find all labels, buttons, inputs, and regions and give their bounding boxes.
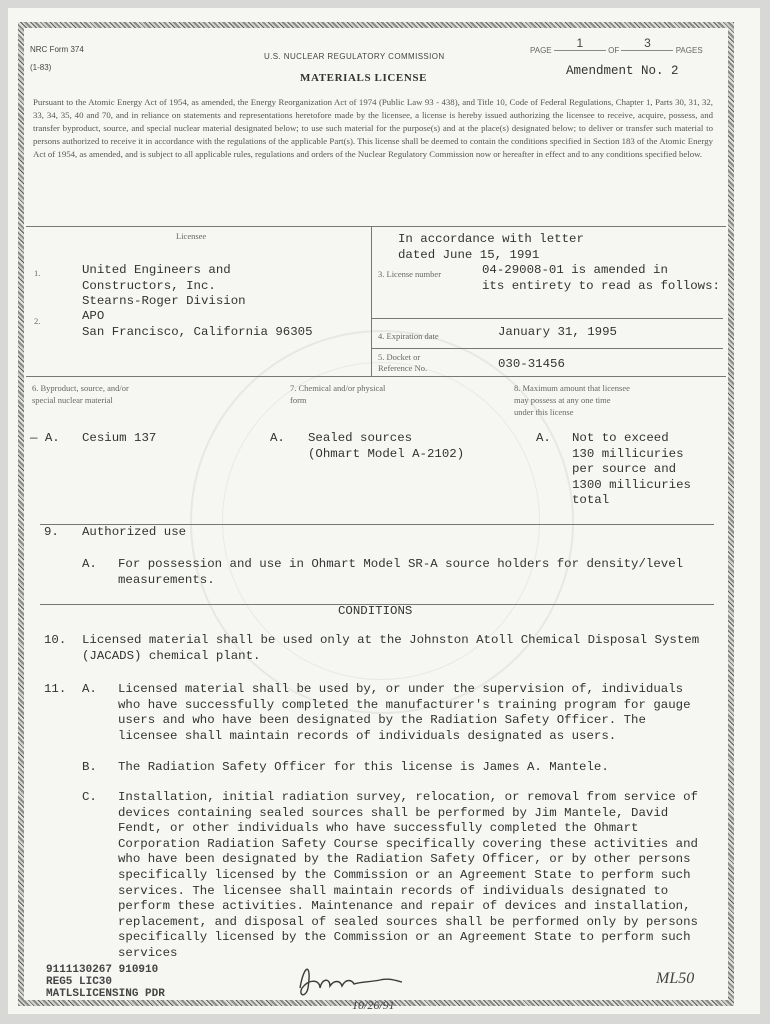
licensee-header: Licensee <box>176 231 207 241</box>
divider <box>26 376 726 377</box>
divider <box>371 226 372 376</box>
form-id: NRC Form 374 <box>30 45 84 54</box>
handwritten-date: 10/26/91 <box>352 998 395 1012</box>
amendment-number: Amendment No. 2 <box>566 64 679 78</box>
item-letter: A. <box>44 431 60 445</box>
docket-value: 030-31456 <box>498 357 565 371</box>
max-amount-value: Not to exceed 130 millicuries per source and 1300 millicuries total <box>572 431 691 508</box>
item-marker: A. <box>536 431 551 445</box>
license-preamble: Pursuant to the Atomic Energy Act of 1954, as amended, the Energy Reorganization Act of 1974 (Public Law 93 - 438), and Title 10, Code of Federal Regulations, Chapter 1, Parts 30, 31, 32, 33, 34, 35, 40 and 70, and in reliance on statements and representations heretofore made by the licensee, a license is hereby issued authorizing the licensee to receive, acquire, possess, and transfer byproduct, source, and special nuclear material designated below; to use such material for the purpose(s) and at the place(s) designated below; to deliver or transfer such material to persons authorized to receive it in accordance with the regulations of the applicable Part(s). This license shall be deemed to contain the conditions specified in Section 183 of the Atomic Energy Act of 1954, as amended, and is subject to all applicable rules, regulations and orders of the Nuclear Regulatory Commission now or hereafter in effect and to any conditions specified below. <box>33 97 713 159</box>
agency-name: U.S. NUCLEAR REGULATORY COMMISSION <box>264 52 445 61</box>
license-number-label: 3. License number <box>378 269 442 279</box>
page-label: PAGE <box>530 46 552 55</box>
license-number-value: 04-29008-01 is amended in its entirety to read as follows: <box>482 263 720 293</box>
item-marker: A. <box>82 682 97 696</box>
pages-label: PAGES <box>675 46 703 55</box>
authorized-use-text: For possession and use in Ohmart Model SR-A source holders for density/level measurements. <box>118 557 684 587</box>
divider <box>26 226 726 227</box>
item-marker: C. <box>82 790 97 804</box>
handwritten-initials: ML50 <box>656 970 695 987</box>
divider <box>371 348 723 349</box>
page-indicator <box>530 36 703 57</box>
condition-11c-text: Installation, initial radiation survey, relocation, or removal from service of devices containing sealed sources shall be performed by Jim Mantele, David Fendt, or other individuals who have successfully completed the Ohmart Corporation Radiation Safety Course specifically covering these activities and who have been designated by the Radiation Safety Officer, or by other persons specifically licensed by the Commission or an Agreement State to perform such services. The licensee shall maintain records of individuals designated to perform these activities. Maintenance and repair of devices and installation, replacement, and disposal of sealed sources shall be performed only by persons specifically licensed by the Commission or an Agreement State to perform such services <box>118 790 698 960</box>
condition-number: 10. <box>44 633 67 647</box>
item-number: 2. <box>34 316 41 326</box>
expiration-date-value: January 31, 1995 <box>498 325 617 339</box>
expiration-date-label: 4. Expiration date <box>378 331 439 341</box>
conditions-header: CONDITIONS <box>338 604 413 618</box>
divider <box>371 318 723 319</box>
letter-reference: In accordance with letter dated June 15, 1991 <box>398 232 584 262</box>
signature <box>290 958 410 1002</box>
condition-11b-text: The Radiation Safety Officer for this license is James A. Mantele. <box>118 760 609 774</box>
item-marker: A. <box>82 557 97 571</box>
material-value: Cesium 137 <box>82 431 157 445</box>
licensee-address: APO San Francisco, California 96305 <box>82 309 313 339</box>
form-column-label: 7. Chemical and/or physical form <box>290 383 386 405</box>
condition-number: 11. <box>44 682 67 696</box>
filing-stamp: 9111130267 910910 REG5 LIC30 MATLSLICENSING PDR <box>46 964 165 1000</box>
form-revision: (1-83) <box>30 63 52 72</box>
item-marker: A. <box>270 431 285 445</box>
of-label: OF <box>608 46 620 55</box>
document-title: MATERIALS LICENSE <box>300 72 428 84</box>
section-number: 9. <box>44 525 59 539</box>
licensee-name: United Engineers and Constructors, Inc. Stearns-Roger Division <box>82 263 246 309</box>
item-number: 1. <box>34 268 41 278</box>
condition-10-text: Licensed material shall be used only at the Johnston Atoll Chemical Disposal System (JACADS) chemical plant. <box>82 633 700 663</box>
docket-label: 5. Docket or Reference No. <box>378 352 428 373</box>
condition-11a-text: Licensed material shall be used by, or under the supervision of, individuals who have successfully completed the manufacturer's training program for gauge users and who have been designated by the Radiation Safety Officer. The licensee shall maintain records of individuals designated as users. <box>118 682 691 743</box>
authorized-use-header: Authorized use <box>82 525 187 539</box>
item-marker: — A. <box>30 431 60 445</box>
page-number: 1 <box>554 36 606 51</box>
page-total: 3 <box>621 36 673 51</box>
physical-form-value: Sealed sources (Ohmart Model A-2102) <box>308 431 465 461</box>
form-number <box>30 36 84 72</box>
amount-column-label: 8. Maximum amount that licensee may possess at any one time under this license <box>514 383 630 417</box>
item-marker: B. <box>82 760 97 774</box>
material-column-label: 6. Byproduct, source, and/or special nuclear material <box>32 383 129 405</box>
